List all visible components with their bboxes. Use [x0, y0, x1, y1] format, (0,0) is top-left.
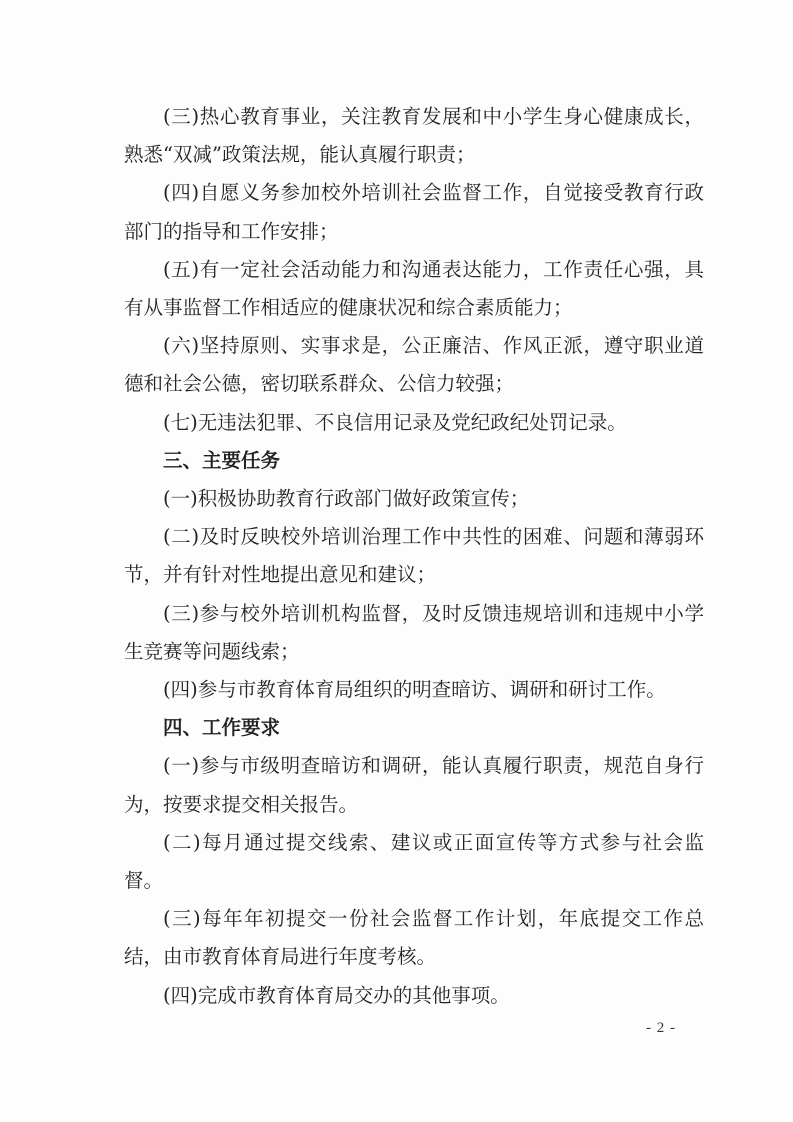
work-requirement-2: (二)每月通过提交线索、建议或正面宣传等方式参与社会监督。 [124, 830, 704, 893]
task-2: (二)及时反映校外培训治理工作中共性的困难、问题和薄弱环节，并有针对性地提出意见和建议； [124, 525, 704, 587]
section-heading-main-tasks: 三、主要任务 [163, 448, 281, 472]
document-body [124, 98, 704, 1015]
requirement-4: (四)自愿义务参加校外培训社会监督工作，自觉接受教育行政部门的指导和工作安排； [124, 181, 704, 243]
requirement-3: (三)热心教育事业，关注教育发展和中小学生身心健康成长，熟悉“双减”政策法规，能认真履行职责； [124, 105, 704, 167]
work-requirement-3: (三)每年年初提交一份社会监督工作计划，年底提交工作总结，由市教育体育局进行年度考核。 [124, 907, 704, 969]
task-3: (三)参与校外培训机构监督，及时反馈违规培训和违规中小学生竞赛等问题线索； [124, 601, 704, 663]
work-requirement-1: (一)参与市级明查暗访和调研，能认真履行职责，规范自身行为，按要求提交相关报告。 [124, 754, 704, 816]
work-requirement-4: (四)完成市教育体育局交办的其他事项。 [163, 983, 510, 1007]
section-heading-work-requirements: 四、工作要求 [163, 716, 281, 740]
requirement-7: (七)无违法犯罪、不良信用记录及党纪政纪处罚记录。 [163, 410, 627, 434]
requirement-6: (六)坚持原则、实事求是，公正廉洁、作风正派，遵守职业道德和社会公德，密切联系群众、公信力较强； [124, 334, 704, 396]
task-4: (四)参与市教育体育局组织的明查暗访、调研和研讨工作。 [163, 678, 666, 702]
requirement-5: (五)有一定社会活动能力和沟通表达能力，工作责任心强，具有从事监督工作相适应的健康状况和综合素质能力； [124, 257, 704, 320]
page-number: - 2 - [646, 1020, 676, 1036]
task-1: (一)积极协助教育行政部门做好政策宣传； [163, 487, 530, 511]
